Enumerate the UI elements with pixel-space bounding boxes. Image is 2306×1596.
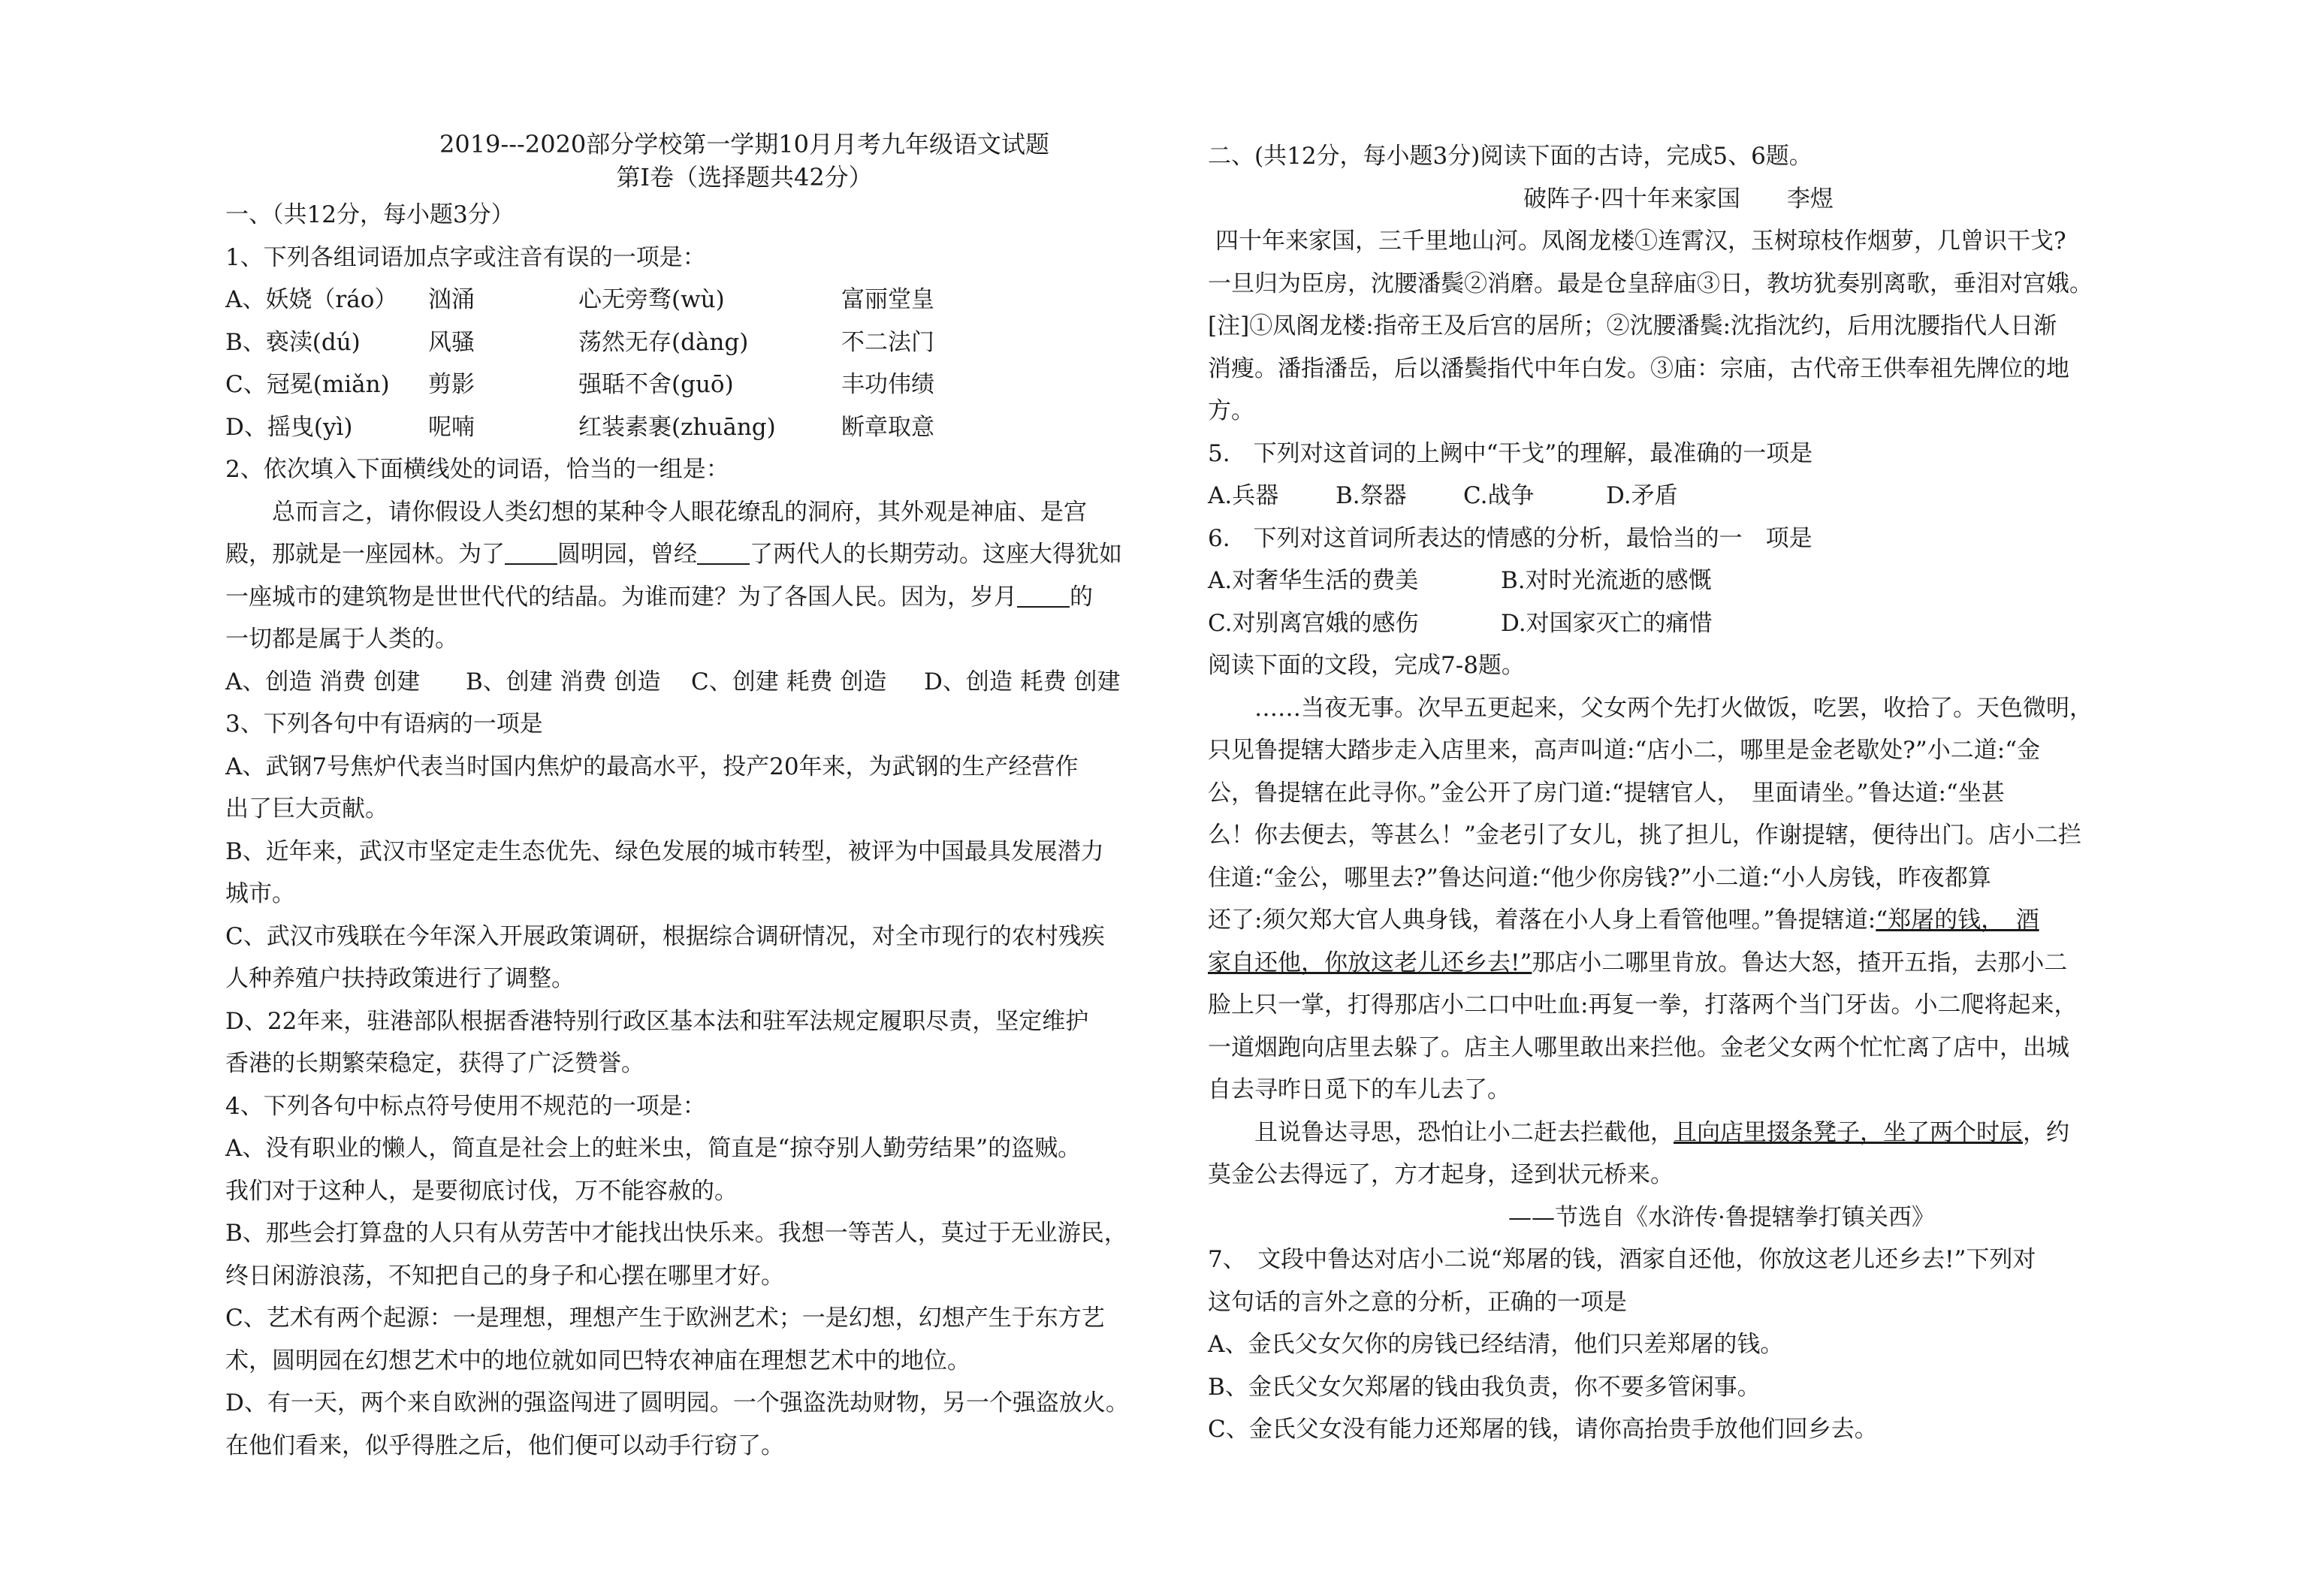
q1-d-3: 红装素裹(zhuāng): [578, 413, 776, 441]
question-2: 2、依次填入下面横线处的词语，恰当的一组是：: [225, 456, 729, 483]
q2-l2-a: 殿，那就是一座园林。为了: [225, 541, 505, 568]
q4-b-line-1: B、那些会打算盘的人只有从劳苦中才能找出快乐来。我想一等苦人，莫过于无业游民，: [225, 1220, 1127, 1247]
right-column: [1208, 135, 2156, 1451]
passage-source: ——节选自《水浒传·鲁提辖拳打镇关西》: [1508, 1203, 1935, 1231]
q5-option-d: D.矛盾: [1606, 482, 1678, 509]
q1-b-1: B、亵渎(dú): [225, 328, 361, 356]
underlined-quote-part-2: 家自还他，你放这老儿还乡去!”: [1208, 949, 1532, 976]
left-column: [225, 128, 1173, 1467]
q3-a-line-2: 出了巨大贡献。: [225, 795, 388, 822]
q1-d-4: 断章取意: [841, 413, 934, 441]
poem-note-line-2: 消瘦。潘指潘岳，后以潘鬓指代中年白发。③庙：宗庙，古代帝王供奉祖先牌位的地: [1208, 354, 2069, 382]
passage2-line-2: 莫金公去得远了，方才起身，迳到状元桥来。: [1208, 1161, 1674, 1188]
passage-line-6: [1208, 899, 2156, 942]
q2-blank-1: [505, 541, 557, 565]
underlined-sentence: 且向店里掇条凳子，坐了两个时辰: [1674, 1118, 2023, 1146]
question-1: 1、下列各组词语加点字或注音有误的一项是：: [225, 243, 706, 271]
q2-l3-b: 的: [1070, 583, 1093, 611]
q2-l2-c: 了两代人的长期劳动。这座大得犹如: [750, 541, 1122, 568]
q3-d-line-1: D、22年来，驻港部队根据香港特别行政区基本法和驻军法规定履职尽责，坚定维护: [225, 1007, 1089, 1035]
question-7-line-1: 7、 文段中鲁达对店小二说“郑屠的钱，酒家自还他，你放这老儿还乡去!”下列对: [1208, 1246, 2036, 1273]
passage-line-1: ……当夜无事。次早五更起来，父女两个先打火做饭，吃罢，收拾了。天色微明，: [1254, 694, 2093, 722]
q2-option-a: A、创造 消费 创建: [225, 668, 421, 695]
question-3: 3、下列各句中有语病的一项是: [225, 711, 543, 738]
question-7-line-2: 这句话的言外之意的分析，正确的一项是: [1208, 1288, 1627, 1316]
q1-option-c: [225, 364, 1173, 406]
q1-b-4: 不二法门: [841, 328, 934, 356]
q1-option-d: [225, 406, 1173, 449]
q4-a-line-1: A、没有职业的懒人，简直是社会上的蛀米虫，简直是“掠夺别人勤劳结果”的盗贼。: [225, 1135, 1082, 1162]
reading-instruction: 阅读下面的文段，完成7-8题。: [1208, 652, 1525, 679]
q1-a-1: A、妖娆（ráo）: [225, 286, 398, 313]
q1-b-3: 荡然无存(dàng): [578, 328, 749, 356]
q7-option-b: B、金氏父女欠郑屠的钱由我负责，你不要多管闲事。: [1208, 1373, 1761, 1401]
q1-a-2: 汹涌: [428, 286, 475, 313]
q4-a-line-2: 我们对于这种人，是要彻底讨伐，万不能容赦的。: [225, 1177, 738, 1205]
q3-d-line-2: 香港的长期繁荣稳定，获得了广泛赞誉。: [225, 1050, 644, 1077]
q2-l2-b: 圆明园，曾经: [557, 541, 697, 568]
q4-c-line-2: 术，圆明园在幻想艺术中的地位就如同巴特农神庙在理想艺术中的地位。: [225, 1347, 970, 1374]
poem-title: 破阵子·四十年来家国 李煜: [1523, 185, 1834, 213]
poem-line-2: 一旦归为臣房，沈腰潘鬓②消磨。最是仓皇辞庙③日，教坊犹奏别离歌，垂泪对宫娥。: [1208, 270, 2093, 297]
poem-note-line-3: 方。: [1208, 397, 1254, 424]
q1-option-a: [225, 279, 1173, 321]
q2-passage-line-4: 一切都是属于人类的。: [225, 626, 458, 653]
passage2-l1-a: 且说鲁达寻思，恐怕让小二赶去拦截他，: [1254, 1118, 1674, 1146]
q1-a-4: 富丽堂皇: [841, 286, 934, 313]
q1-c-2: 剪影: [428, 371, 475, 398]
q5-options: [1208, 475, 2156, 517]
q2-passage-line-2: [225, 533, 1173, 576]
passage-l7-b: 那店小二哪里肯放。鲁达大怒，揸开五指，去那小二: [1532, 949, 2068, 976]
passage2-l1-c: ，约: [2023, 1118, 2069, 1146]
passage-l6-a: 还了:须欠郑大官人典身钱，着落在小人身上看管他哩。”鲁提辖道:: [1208, 907, 1876, 934]
q2-option-d: D、创造 耗费 创建: [924, 668, 1121, 695]
q3-c-line-1: C、武汉市残联在今年深入开展政策调研，根据综合调研情况，对全市现行的农村残疾: [225, 922, 1105, 950]
q3-b-line-2: 城市。: [225, 880, 295, 907]
q5-option-a: A.兵器: [1208, 482, 1279, 509]
question-4: 4、下列各句中标点符号使用不规范的一项是：: [225, 1092, 706, 1120]
q6-option-b: B.对时光流逝的感慨: [1501, 567, 1712, 594]
q7-option-c: C、金氏父女没有能力还郑屠的钱，请你高抬贵手放他们回乡去。: [1208, 1416, 1878, 1443]
exam-title: 2019---2020部分学校第一学期10月月考九年级语文试题: [439, 130, 1050, 158]
q3-a-line-1: A、武钢7号焦炉代表当时国内焦炉的最高水平，投产20年来，为武钢的生产经营作: [225, 753, 1079, 780]
q6-option-a: A.对奢华生活的费美: [1208, 567, 1419, 594]
q1-b-2: 风骚: [428, 328, 475, 356]
q1-d-2: 呢喃: [428, 413, 475, 441]
section-2-heading: 二、(共12分，每小题3分)阅读下面的古诗，完成5、6题。: [1208, 143, 1813, 170]
volume-title: 第Ⅰ卷（选择题共42分）: [616, 163, 873, 192]
section-1-heading: 一、（共12分，每小题3分）: [225, 201, 515, 228]
q6-option-d: D.对国家灭亡的痛惜: [1501, 609, 1713, 637]
q6-options-row-2: [1208, 602, 2156, 645]
question-6: 6. 下列对这首词所表达的情感的分析，最恰当的一 项是: [1208, 524, 1813, 552]
q5-option-c: C.战争: [1463, 482, 1535, 509]
q4-d-line-1: D、有一天，两个来自欧洲的强盗闯进了圆明园。一个强盗洗劫财物，另一个强盗放火。: [225, 1389, 1129, 1416]
q1-c-3: 强聒不舍(guō): [578, 371, 734, 398]
q1-a-3: 心无旁骛(wù): [578, 286, 725, 313]
q2-passage-line-3: [225, 576, 1173, 619]
underlined-quote-part-1: “郑屠的钱， 酒: [1876, 907, 2039, 934]
passage-line-8: 脸上只一掌，打得那店小二口中吐血:再复一拳，打落两个当门牙齿。小二爬将起来，: [1208, 991, 2078, 1018]
q1-c-1: C、冠冕(miǎn): [225, 371, 390, 398]
passage-line-10: 自去寻昨日觅下的车儿去了。: [1208, 1076, 1511, 1103]
q3-c-line-2: 人种养殖户扶持政策进行了调整。: [225, 965, 575, 992]
q2-blank-2: [697, 541, 750, 565]
q2-blank-3: [1017, 584, 1070, 608]
q4-d-line-2: 在他们看来，似乎得胜之后，他们便可以动手行窃了。: [225, 1432, 784, 1459]
q1-d-1: D、摇曳(yì): [225, 413, 353, 441]
passage-line-7: [1208, 942, 2156, 985]
q2-options: [225, 661, 1173, 704]
q2-l3-a: 一座城市的建筑物是世世代代的结晶。为谁而建？为了各国人民。因为，岁月: [225, 583, 1017, 611]
q4-c-line-1: C、艺术有两个起源：一是理想，理想产生于欧洲艺术；一是幻想，幻想产生于东方艺: [225, 1305, 1105, 1332]
q2-passage-line-1: 总而言之，请你假设人类幻想的某种令人眼花缭乱的洞府，其外观是神庙、是宫: [272, 498, 1087, 526]
q6-option-c: C.对别离宫娥的感伤: [1208, 609, 1419, 637]
q3-b-line-1: B、近年来，武汉市坚定走生态优先、绿色发展的城市转型，被评为中国最具发展潜力: [225, 837, 1104, 865]
q6-options-row-1: [1208, 560, 2156, 602]
passage2-line-1: [1208, 1112, 2156, 1154]
poem-note-line-1: [注]①凤阁龙楼:指帝王及后宫的居所；②沈腰潘鬓:沈指沈约，后用沈腰指代人日渐: [1208, 312, 2057, 339]
q4-b-line-2: 终日闲游浪荡，不知把自己的身子和心摆在哪里才好。: [225, 1262, 784, 1290]
passage-line-2: 只见鲁提辖大踏步走入店里来，高声叫道:“店小二，哪里是金老歇处?”小二道:“金: [1208, 737, 2041, 764]
question-5: 5. 下列对这首词的上阙中“干戈”的理解，最准确的一项是: [1208, 439, 1813, 467]
q2-option-b: B、创建 消费 创造: [466, 668, 661, 695]
q5-option-b: B.祭器: [1336, 482, 1407, 509]
passage-line-4: 么！你去便去，等甚么！”金老引了女儿，挑了担儿，作谢提辖，便待出门。店小二拦: [1208, 822, 2081, 849]
q1-option-b: [225, 321, 1173, 364]
passage-line-3: 公，鲁提辖在此寻你。”金公开了房门道:“提辖官人， 里面请坐。”鲁达道:“坐甚: [1208, 779, 2005, 807]
passage-line-9: 一道烟跑向店里去躲了。店主人哪里敢出来拦他。金老父女两个忙忙离了店中，出城: [1208, 1033, 2069, 1061]
passage-line-5: 住道:“金公，哪里去?”鲁达问道:“他少你房钱?”小二道:“小人房钱，昨夜都算: [1208, 864, 1991, 892]
q1-c-4: 丰功伟绩: [841, 371, 934, 398]
q7-option-a: A、金氏父女欠你的房钱已经结清，他们只差郑屠的钱。: [1208, 1331, 1784, 1358]
poem-line-1: 四十年来家国，三千里地山河。凤阁龙楼①连霄汉，玉树琼枝作烟萝，几曾识干戈?: [1215, 228, 2066, 255]
q2-option-c: C、创建 耗费 创造: [691, 668, 887, 695]
